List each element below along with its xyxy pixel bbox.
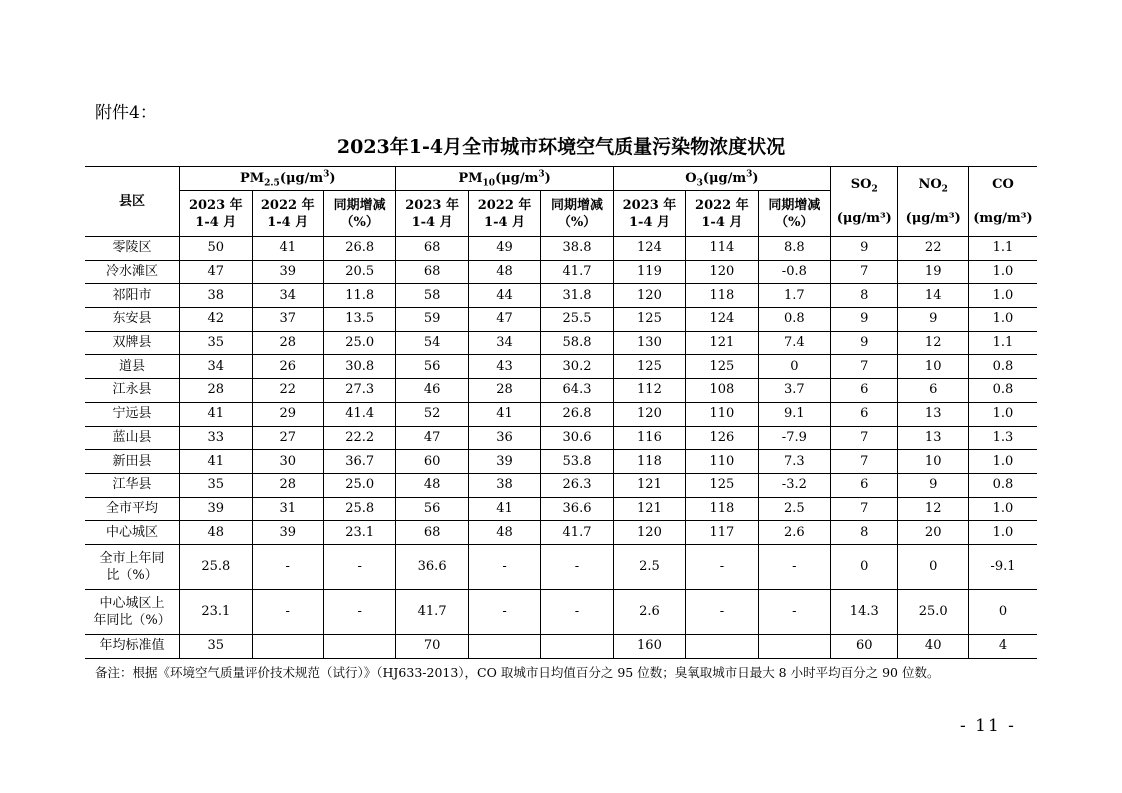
value-cell: -	[252, 544, 323, 589]
value-cell: 41	[252, 237, 323, 261]
co-header: CO (mg/m³)	[968, 167, 1037, 237]
value-cell: 0.8	[968, 355, 1037, 379]
value-cell: 125	[686, 355, 758, 379]
row-name-cell: 江永县	[85, 379, 180, 403]
value-cell: 120	[613, 521, 685, 545]
value-cell: 19	[898, 260, 968, 284]
table-row	[85, 260, 1037, 284]
value-cell: -	[686, 589, 758, 634]
row-name-cell: 新田县	[85, 450, 180, 474]
value-cell: 22.2	[323, 426, 395, 450]
value-cell: 50	[180, 237, 252, 261]
value-cell: 112	[613, 379, 685, 403]
value-cell: 120	[613, 284, 685, 308]
value-cell: 28	[252, 331, 323, 355]
value-cell: -0.8	[758, 260, 830, 284]
row-name-cell: 冷水滩区	[85, 260, 180, 284]
value-cell: 41	[180, 402, 252, 426]
value-cell: -	[758, 589, 830, 634]
row-name-cell: 全市平均	[85, 497, 180, 521]
value-cell	[686, 634, 758, 658]
value-cell: 22	[252, 379, 323, 403]
value-cell	[323, 634, 395, 658]
value-cell: 58.8	[541, 331, 613, 355]
o3-2022-header: 2022 年 1-4 月	[686, 191, 758, 237]
value-cell: 0	[831, 544, 898, 589]
value-cell: 25.8	[180, 544, 252, 589]
value-cell: 25.0	[323, 331, 395, 355]
value-cell: 2.5	[758, 497, 830, 521]
row-name-cell: 全市上年同 比（%）	[85, 544, 180, 589]
table-row	[85, 450, 1037, 474]
row-name-cell: 道县	[85, 355, 180, 379]
value-cell: 47	[468, 308, 540, 332]
value-cell: 117	[686, 521, 758, 545]
table-row	[85, 426, 1037, 450]
value-cell: 38.8	[541, 237, 613, 261]
value-cell: 1.0	[968, 308, 1037, 332]
value-cell: 1.0	[968, 402, 1037, 426]
value-cell: -	[758, 544, 830, 589]
row-name-cell: 双牌县	[85, 331, 180, 355]
value-cell: 10	[898, 355, 968, 379]
value-cell: -	[468, 589, 540, 634]
value-cell: 22	[898, 237, 968, 261]
value-cell: 33	[180, 426, 252, 450]
table-row	[85, 497, 1037, 521]
value-cell: 8	[831, 521, 898, 545]
row-name-cell: 年均标准值	[85, 634, 180, 658]
value-cell: 30	[252, 450, 323, 474]
value-cell: 2.6	[613, 589, 685, 634]
value-cell: 44	[468, 284, 540, 308]
value-cell: 7	[831, 450, 898, 474]
value-cell: 58	[396, 284, 468, 308]
value-cell: 41.7	[541, 260, 613, 284]
value-cell: -	[686, 544, 758, 589]
value-cell: 25.5	[541, 308, 613, 332]
row-name-cell: 江华县	[85, 473, 180, 497]
value-cell: 160	[613, 634, 685, 658]
value-cell: 30.6	[541, 426, 613, 450]
value-cell: 0.8	[968, 379, 1037, 403]
value-cell: 34	[180, 355, 252, 379]
value-cell: 9	[831, 237, 898, 261]
value-cell: 29	[252, 402, 323, 426]
value-cell: 34	[252, 284, 323, 308]
value-cell: 54	[396, 331, 468, 355]
value-cell: 41.7	[396, 589, 468, 634]
o3-2023-header: 2023 年 1-4 月	[613, 191, 685, 237]
value-cell: 28	[468, 379, 540, 403]
value-cell: 1.7	[758, 284, 830, 308]
value-cell: 108	[686, 379, 758, 403]
value-cell: 14.3	[831, 589, 898, 634]
value-cell: 68	[396, 237, 468, 261]
value-cell: 30.2	[541, 355, 613, 379]
value-cell	[758, 634, 830, 658]
value-cell: 34	[468, 331, 540, 355]
value-cell: 1.0	[968, 260, 1037, 284]
value-cell: 13.5	[323, 308, 395, 332]
value-cell: 9.1	[758, 402, 830, 426]
value-cell: 6	[831, 473, 898, 497]
value-cell: 23.1	[323, 521, 395, 545]
value-cell: 121	[613, 473, 685, 497]
value-cell: 39	[252, 260, 323, 284]
value-cell: 1.0	[968, 521, 1037, 545]
value-cell: -	[468, 544, 540, 589]
value-cell: 68	[396, 521, 468, 545]
value-cell: 26.3	[541, 473, 613, 497]
value-cell: 125	[686, 473, 758, 497]
value-cell: 11.8	[323, 284, 395, 308]
value-cell: 7	[831, 355, 898, 379]
value-cell: -	[541, 589, 613, 634]
value-cell: 1.0	[968, 450, 1037, 474]
pm25-2022-header: 2022 年 1-4 月	[252, 191, 323, 237]
value-cell: 0	[758, 355, 830, 379]
table-row	[85, 589, 1037, 634]
value-cell: 60	[396, 450, 468, 474]
value-cell: 9	[831, 331, 898, 355]
value-cell: -	[323, 589, 395, 634]
value-cell: 38	[468, 473, 540, 497]
value-cell: -7.9	[758, 426, 830, 450]
value-cell: 13	[898, 402, 968, 426]
value-cell: 38	[180, 284, 252, 308]
value-cell: 28	[180, 379, 252, 403]
value-cell: 25.8	[323, 497, 395, 521]
pm10-header: $PM_{10}(\mu g/m^3)$	[396, 167, 613, 191]
value-cell: 27.3	[323, 379, 395, 403]
header-row-1	[85, 167, 1037, 191]
value-cell: 110	[686, 402, 758, 426]
value-cell: 56	[396, 497, 468, 521]
value-cell: 10	[898, 450, 968, 474]
pm10-change-header: 同期增减 （%）	[541, 191, 613, 237]
value-cell: 0	[968, 589, 1037, 634]
pm25-2023-header: 2023 年 1-4 月	[180, 191, 252, 237]
value-cell: 36.6	[396, 544, 468, 589]
value-cell: 12	[898, 331, 968, 355]
value-cell: 25.0	[898, 589, 968, 634]
value-cell: 13	[898, 426, 968, 450]
table-row	[85, 379, 1037, 403]
value-cell: 41.7	[541, 521, 613, 545]
value-cell: -9.1	[968, 544, 1037, 589]
value-cell: -	[252, 589, 323, 634]
value-cell: 9	[831, 308, 898, 332]
value-cell: 56	[396, 355, 468, 379]
footnote: 备注：根据《环境空气质量评价技术规范（试行）》（HJ633-2013），CO 取城市日均值百分之 95 位数；臭氧取城市日最大 8 小时平均百分之 90 位数。	[95, 665, 940, 680]
value-cell: 59	[396, 308, 468, 332]
value-cell: 6	[831, 402, 898, 426]
value-cell: 26.8	[541, 402, 613, 426]
value-cell: -3.2	[758, 473, 830, 497]
value-cell: 70	[396, 634, 468, 658]
value-cell: 118	[613, 450, 685, 474]
table-row	[85, 308, 1037, 332]
value-cell: 7.4	[758, 331, 830, 355]
value-cell: 48	[468, 521, 540, 545]
value-cell: 1.1	[968, 237, 1037, 261]
value-cell: 20	[898, 521, 968, 545]
value-cell: 41	[180, 450, 252, 474]
value-cell: 39	[468, 450, 540, 474]
value-cell: 125	[613, 355, 685, 379]
row-name-cell: 零陵区	[85, 237, 180, 261]
value-cell: 2.5	[613, 544, 685, 589]
value-cell: 47	[396, 426, 468, 450]
value-cell: 6	[831, 379, 898, 403]
value-cell: -	[323, 544, 395, 589]
table-row	[85, 331, 1037, 355]
row-name-cell: 宁远县	[85, 402, 180, 426]
value-cell	[541, 634, 613, 658]
value-cell: 124	[686, 308, 758, 332]
value-cell: 6	[898, 379, 968, 403]
value-cell: 118	[686, 497, 758, 521]
value-cell: 130	[613, 331, 685, 355]
value-cell: 31.8	[541, 284, 613, 308]
value-cell: 35	[180, 473, 252, 497]
value-cell: 26.8	[323, 237, 395, 261]
value-cell: 64.3	[541, 379, 613, 403]
value-cell: 124	[613, 237, 685, 261]
value-cell: 41	[468, 402, 540, 426]
value-cell: 7	[831, 497, 898, 521]
value-cell: 31	[252, 497, 323, 521]
value-cell: 7	[831, 260, 898, 284]
value-cell: 48	[180, 521, 252, 545]
value-cell: 37	[252, 308, 323, 332]
value-cell: 3.7	[758, 379, 830, 403]
value-cell: 36.6	[541, 497, 613, 521]
value-cell: 8.8	[758, 237, 830, 261]
table-row	[85, 521, 1037, 545]
value-cell: 12	[898, 497, 968, 521]
value-cell: 8	[831, 284, 898, 308]
pm10-2023-header: 2023 年 1-4 月	[396, 191, 468, 237]
value-cell: 28	[252, 473, 323, 497]
value-cell: 35	[180, 331, 252, 355]
value-cell: 40	[898, 634, 968, 658]
o3-change-header: 同期增减 （%）	[758, 191, 830, 237]
no2-header: $NO_2$ (μg/m³)	[898, 167, 968, 237]
county-header: 县区	[85, 167, 180, 237]
value-cell: 68	[396, 260, 468, 284]
value-cell: 46	[396, 379, 468, 403]
value-cell: 30.8	[323, 355, 395, 379]
value-cell: 47	[180, 260, 252, 284]
value-cell: 126	[686, 426, 758, 450]
value-cell: 120	[613, 402, 685, 426]
o3-header: $O_3(\mu g/m^3)$	[613, 167, 830, 191]
value-cell: 7	[831, 426, 898, 450]
value-cell: 52	[396, 402, 468, 426]
value-cell: 25.0	[323, 473, 395, 497]
value-cell: 14	[898, 284, 968, 308]
value-cell: 116	[613, 426, 685, 450]
value-cell: 26	[252, 355, 323, 379]
value-cell	[252, 634, 323, 658]
page-number: - 11 -	[960, 716, 1016, 736]
value-cell: 1.3	[968, 426, 1037, 450]
value-cell: 43	[468, 355, 540, 379]
so2-header: $SO_2$ (μg/m³)	[831, 167, 898, 237]
value-cell: 7.3	[758, 450, 830, 474]
value-cell: 121	[686, 331, 758, 355]
value-cell: 39	[252, 521, 323, 545]
value-cell: 9	[898, 308, 968, 332]
value-cell: 0	[898, 544, 968, 589]
value-cell: 118	[686, 284, 758, 308]
table-row	[85, 355, 1037, 379]
value-cell: 1.0	[968, 497, 1037, 521]
value-cell: 1.0	[968, 284, 1037, 308]
value-cell: 39	[180, 497, 252, 521]
page-title: 2023年1-4月全市城市环境空气质量污染物浓度状况	[336, 136, 786, 158]
value-cell: 48	[468, 260, 540, 284]
value-cell: 114	[686, 237, 758, 261]
table-row	[85, 473, 1037, 497]
value-cell: 2.6	[758, 521, 830, 545]
value-cell: 110	[686, 450, 758, 474]
row-name-cell: 祁阳市	[85, 284, 180, 308]
value-cell: 41	[468, 497, 540, 521]
value-cell: 53.8	[541, 450, 613, 474]
attachment-label: 附件4：	[95, 103, 157, 123]
value-cell: 49	[468, 237, 540, 261]
value-cell: 121	[613, 497, 685, 521]
value-cell: 60	[831, 634, 898, 658]
table-row	[85, 402, 1037, 426]
value-cell: 42	[180, 308, 252, 332]
value-cell: 125	[613, 308, 685, 332]
pm25-change-header: 同期增减 （%）	[323, 191, 395, 237]
value-cell: 41.4	[323, 402, 395, 426]
pm25-header: $PM_{2.5}(\mu g/m^3)$	[180, 167, 396, 191]
value-cell: 20.5	[323, 260, 395, 284]
value-cell: 0.8	[758, 308, 830, 332]
value-cell	[468, 634, 540, 658]
row-name-cell: 东安县	[85, 308, 180, 332]
value-cell: 4	[968, 634, 1037, 658]
value-cell: 36	[468, 426, 540, 450]
pm10-2022-header: 2022 年 1-4 月	[468, 191, 540, 237]
value-cell: 36.7	[323, 450, 395, 474]
value-cell: 35	[180, 634, 252, 658]
row-name-cell: 中心城区上 年同比（%）	[85, 589, 180, 634]
air-quality-table	[85, 166, 1037, 659]
value-cell: 48	[396, 473, 468, 497]
value-cell: 23.1	[180, 589, 252, 634]
value-cell: 0.8	[968, 473, 1037, 497]
table-row	[85, 544, 1037, 589]
value-cell: -	[541, 544, 613, 589]
table-row	[85, 237, 1037, 261]
value-cell: 120	[686, 260, 758, 284]
table-row	[85, 634, 1037, 658]
value-cell: 27	[252, 426, 323, 450]
value-cell: 9	[898, 473, 968, 497]
value-cell: 119	[613, 260, 685, 284]
row-name-cell: 蓝山县	[85, 426, 180, 450]
row-name-cell: 中心城区	[85, 521, 180, 545]
value-cell: 1.1	[968, 331, 1037, 355]
table-row	[85, 284, 1037, 308]
